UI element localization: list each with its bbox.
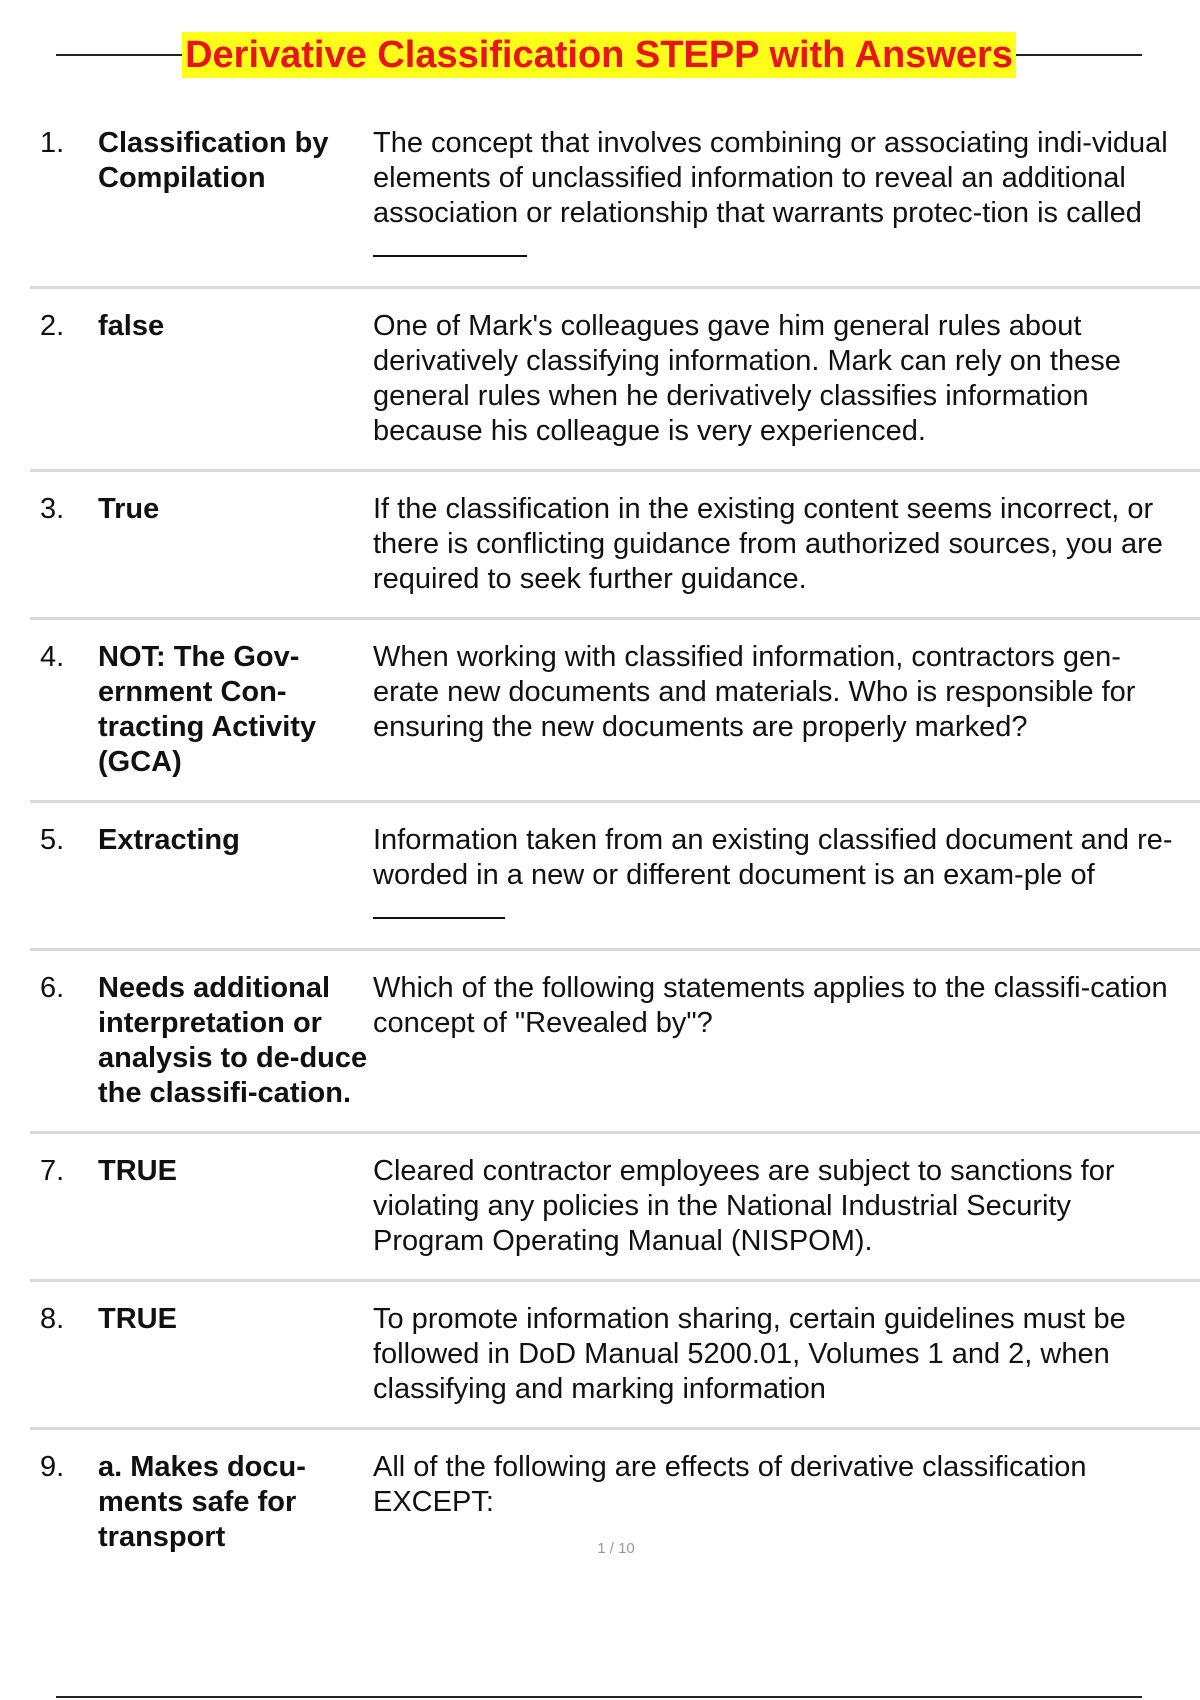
title-rule-right — [1016, 54, 1142, 56]
answer-term: Needs additional interpretation or analysis to de-duce the classifi-cation. — [98, 972, 368, 1109]
question-text — [373, 126, 1183, 266]
qa-item-8 — [30, 1294, 1200, 1430]
question-text: Cleared contractor employees are subject to sanctions for violating any policies in the National Industrial Security Program Operating Manual (NISPOM). — [373, 1155, 1115, 1257]
fill-in-blank — [373, 231, 527, 257]
qa-item-5 — [30, 815, 1200, 951]
question-text — [373, 823, 1183, 928]
qa-item-4 — [30, 632, 1200, 803]
page-title: Derivative Classification STEPP with Answers — [182, 32, 1016, 78]
page-number: 1 / 10 — [597, 1540, 635, 1557]
answer-term: NOT: The Gov-ernment Con-tracting Activity (GCA) — [98, 641, 317, 778]
item-number: 7. — [40, 1155, 65, 1187]
item-number: 1. — [40, 127, 65, 159]
answer-term: True — [98, 493, 160, 525]
item-number: 3. — [40, 493, 65, 525]
answer-term: Extracting — [98, 824, 240, 856]
question-text: When working with classified information, contractors gen-erate new documents and materials. Who is responsible for ensuring the new documents are properly marked? — [373, 641, 1136, 743]
item-number: 6. — [40, 972, 65, 1004]
qa-list — [30, 118, 1200, 1587]
qa-item-6 — [30, 963, 1200, 1134]
question-text: All of the following are effects of derivative classification EXCEPT: — [373, 1451, 1087, 1518]
question-text: One of Mark's colleagues gave him general rules about derivatively classifying information. Mark can rely on these general rules when he derivatively classifies information because his colleague is very experienced. — [373, 310, 1121, 447]
question-text: If the classification in the existing content seems incorrect, or there is conflicting guidance from authorized sources, you are required to seek further guidance. — [373, 493, 1163, 595]
answer-term: Classification by Compilation — [98, 127, 329, 194]
answer-term: a. Makes docu-ments safe for transport — [98, 1451, 306, 1553]
question-text: Which of the following statements applies to the classifi-cation concept of "Revealed by"? — [373, 972, 1168, 1039]
item-number: 4. — [40, 641, 65, 673]
title-row — [56, 30, 1142, 80]
item-number: 8. — [40, 1303, 65, 1335]
answer-term: TRUE — [98, 1303, 177, 1335]
item-number: 5. — [40, 824, 65, 856]
item-number: 2. — [40, 310, 65, 342]
title-rule-left — [56, 54, 182, 56]
answer-term: TRUE — [98, 1155, 177, 1187]
qa-item-2 — [30, 301, 1200, 472]
qa-item-3 — [30, 484, 1200, 620]
qa-item-7 — [30, 1146, 1200, 1282]
question-text-content: Information taken from an existing classified document and re-worded in a new or different document is an exam-ple of — [373, 824, 1173, 891]
item-number: 9. — [40, 1451, 65, 1483]
question-text-content: The concept that involves combining or associating indi-vidual elements of unclassified information to reveal an additional association or relationship that warrants protec-tion is called — [373, 127, 1168, 229]
fill-in-blank — [373, 893, 505, 919]
answer-term: false — [98, 310, 165, 342]
qa-item-1 — [30, 118, 1200, 289]
bottom-rule — [56, 1696, 1142, 1698]
question-text: To promote information sharing, certain guidelines must be followed in DoD Manual 5200.01, Volumes 1 and 2, when classifying and marking information — [373, 1303, 1126, 1405]
